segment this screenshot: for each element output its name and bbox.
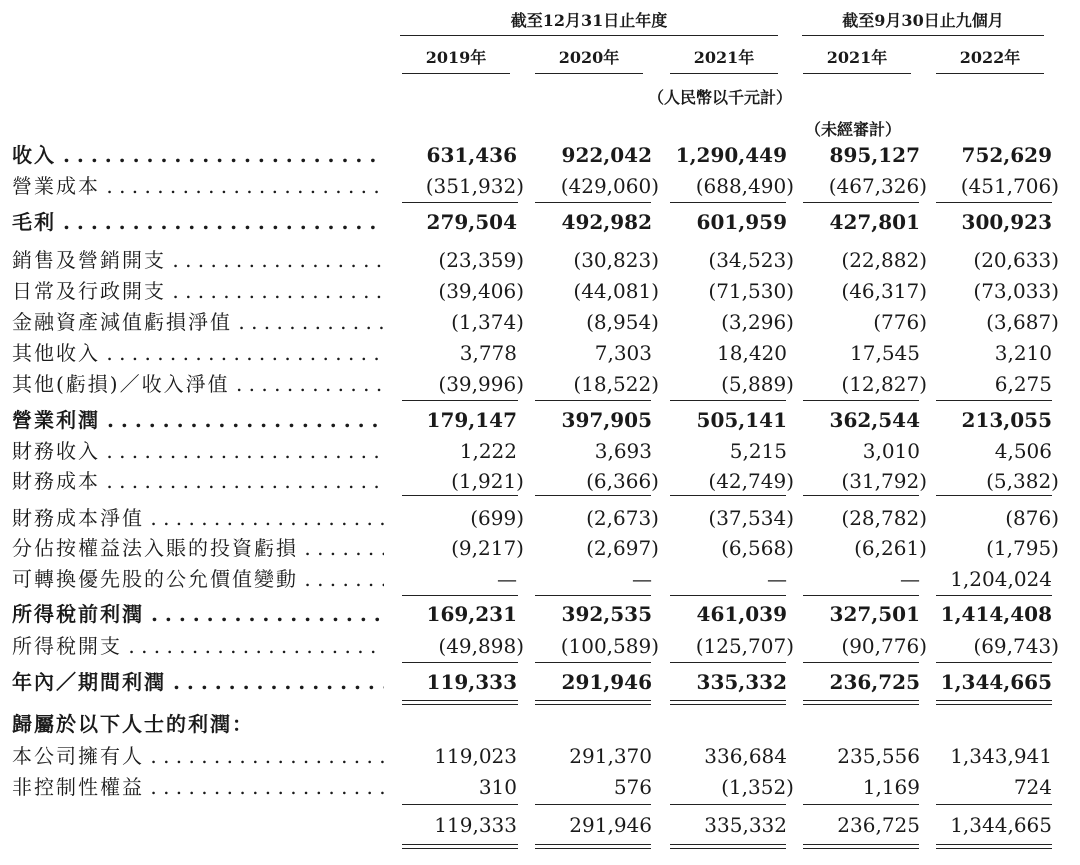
row-value: (34,523) <box>708 248 794 272</box>
row-value: 235,556 <box>837 744 920 768</box>
table-row <box>0 276 1080 306</box>
row-value: — <box>767 567 787 591</box>
total-rule <box>670 704 786 705</box>
row-value: (3,687) <box>986 310 1059 334</box>
row-value: (23,359) <box>438 248 524 272</box>
total-rule <box>936 844 1052 845</box>
total-rule <box>535 662 651 663</box>
row-value: 310 <box>478 775 517 799</box>
row-value: (1,374) <box>451 310 524 334</box>
total-rule <box>670 848 786 849</box>
row-value: (2,697) <box>586 536 659 560</box>
total-rule <box>670 400 786 401</box>
row-value: (69,743) <box>973 634 1059 658</box>
row-value: 1,344,665 <box>950 813 1052 837</box>
row-label: 日常及行政開支 . . . <box>12 276 384 306</box>
row-value: 335,332 <box>704 813 787 837</box>
row-value: 922,042 <box>561 143 652 167</box>
total-rule <box>402 844 518 845</box>
row-value: (2,673) <box>586 506 659 530</box>
row-label: 非控制性權益 . . . <box>12 772 384 802</box>
total-rule <box>803 400 919 401</box>
total-rule <box>535 804 651 805</box>
row-value: (5,889) <box>721 372 794 396</box>
row-label: 營業成本 . . . <box>12 171 384 201</box>
row-value: (6,568) <box>721 536 794 560</box>
row-value: 631,436 <box>426 143 517 167</box>
row-value: (49,898) <box>438 634 524 658</box>
row-value: — <box>497 567 517 591</box>
table-row <box>0 533 1080 563</box>
row-value: (90,776) <box>841 634 927 658</box>
total-rule <box>936 495 1052 496</box>
row-value: 6,275 <box>994 372 1052 396</box>
total-rule <box>670 495 786 496</box>
table-row <box>0 741 1080 771</box>
total-rule <box>670 662 786 663</box>
row-value: (467,326) <box>828 174 927 198</box>
row-value: 18,420 <box>717 341 787 365</box>
total-rule <box>936 804 1052 805</box>
total-rule <box>402 662 518 663</box>
row-label: 財務成本 . . . <box>12 466 384 496</box>
total-rule <box>670 804 786 805</box>
row-value: (429,060) <box>560 174 659 198</box>
row-value: 119,333 <box>426 670 517 694</box>
row-value: 752,629 <box>961 143 1052 167</box>
row-value: 291,946 <box>569 813 652 837</box>
row-value: (5,382) <box>986 469 1059 493</box>
total-rule <box>402 704 518 705</box>
row-value: 179,147 <box>426 408 517 432</box>
row-value: (42,749) <box>708 469 794 493</box>
total-rule <box>670 595 786 596</box>
total-rule <box>670 844 786 845</box>
row-value: (30,823) <box>573 248 659 272</box>
row-value: (100,589) <box>560 634 659 658</box>
column-header-2022-nine-months: 2022年 <box>959 48 1021 67</box>
table-row <box>0 772 1080 802</box>
row-label: 營業利潤 . . . <box>12 405 384 435</box>
row-label: 財務收入 . . . <box>12 436 384 466</box>
group-heading-rule <box>400 35 778 36</box>
unaudited-note: （未經審計） <box>804 120 901 139</box>
row-label: 毛利 . . . <box>12 207 384 237</box>
row-value: (451,706) <box>960 174 1059 198</box>
row-label: 可轉換優先股的公允價值變動 . . . <box>12 564 384 594</box>
row-value: (6,366) <box>586 469 659 493</box>
row-value: (12,827) <box>841 372 927 396</box>
total-rule <box>402 400 518 401</box>
group-heading-nine-months: 截至9月30日止九個月 <box>842 11 1004 30</box>
row-value: 291,946 <box>561 670 652 694</box>
row-label: 其他(虧損)／收入淨值 . . . <box>12 369 384 399</box>
table-row <box>0 207 1080 237</box>
row-value: 3,693 <box>594 439 652 463</box>
row-value: 279,504 <box>426 210 517 234</box>
row-label: 財務成本淨值 . . . <box>12 503 384 533</box>
row-label: 本公司擁有人 . . . <box>12 741 384 771</box>
group-heading-rule <box>802 35 1044 36</box>
row-value: (351,932) <box>425 174 524 198</box>
row-value: 17,545 <box>850 341 920 365</box>
column-header-rule <box>803 73 911 74</box>
column-header-2021-nine-months: 2021年 <box>826 48 888 67</box>
row-value: 335,332 <box>696 670 787 694</box>
row-value: 336,684 <box>704 744 787 768</box>
table-row <box>0 503 1080 533</box>
row-label: 銷售及營銷開支 . . . <box>12 245 384 275</box>
total-rule <box>535 400 651 401</box>
total-rule <box>803 704 919 705</box>
currency-unit-note: （人民幣以千元計） <box>647 88 792 107</box>
row-value: (20,633) <box>973 248 1059 272</box>
total-rule <box>402 595 518 596</box>
row-value: (73,033) <box>973 279 1059 303</box>
table-row <box>0 810 1080 840</box>
row-value: 5,215 <box>729 439 787 463</box>
row-value: 4,506 <box>994 439 1052 463</box>
row-value: — <box>632 567 652 591</box>
row-value: 505,141 <box>696 408 787 432</box>
row-value: 397,905 <box>561 408 652 432</box>
row-value: (22,882) <box>841 248 927 272</box>
table-row <box>0 171 1080 201</box>
row-value: 1,169 <box>862 775 920 799</box>
row-value: 3,210 <box>994 341 1052 365</box>
column-header-rule <box>936 73 1044 74</box>
total-rule <box>936 202 1052 203</box>
row-label: 金融資產減值虧損淨值 . . . <box>12 307 384 337</box>
row-value: 169,231 <box>426 602 517 626</box>
column-header-2019: 2019年 <box>425 48 487 67</box>
row-label: 收入 . . . <box>12 140 384 170</box>
total-rule <box>936 595 1052 596</box>
row-value: (876) <box>1005 506 1059 530</box>
total-rule <box>803 844 919 845</box>
row-value: (39,996) <box>438 372 524 396</box>
total-rule <box>535 495 651 496</box>
total-rule <box>936 704 1052 705</box>
total-rule <box>803 202 919 203</box>
row-value: 362,544 <box>829 408 920 432</box>
total-rule <box>535 595 651 596</box>
row-value: 427,801 <box>829 210 920 234</box>
row-value: (44,081) <box>573 279 659 303</box>
row-value: (125,707) <box>695 634 794 658</box>
row-value: (1,921) <box>451 469 524 493</box>
row-value: — <box>900 567 920 591</box>
total-rule <box>535 844 651 845</box>
row-value: 1,222 <box>459 439 517 463</box>
table-row <box>0 436 1080 466</box>
column-header-2021: 2021年 <box>693 48 755 67</box>
row-value: (28,782) <box>841 506 927 530</box>
total-rule <box>670 700 786 701</box>
row-value: 1,204,024 <box>950 567 1052 591</box>
row-value: 236,725 <box>829 670 920 694</box>
table-row <box>0 466 1080 496</box>
total-rule <box>936 662 1052 663</box>
total-rule <box>535 848 651 849</box>
row-value: (699) <box>470 506 524 530</box>
total-rule <box>402 700 518 701</box>
table-row <box>0 564 1080 594</box>
row-value: (1,795) <box>986 536 1059 560</box>
group-heading-years: 截至12月31日止年度 <box>510 11 668 30</box>
row-value: 291,370 <box>569 744 652 768</box>
row-value: 1,414,408 <box>940 602 1052 626</box>
row-value: (8,954) <box>586 310 659 334</box>
row-value: 1,290,449 <box>675 143 787 167</box>
row-label: 分佔按權益法入賬的投資虧損 . . . <box>12 533 384 563</box>
row-label: 歸屬於以下人士的利潤： <box>12 712 254 736</box>
row-value: (31,792) <box>841 469 927 493</box>
table-row <box>0 140 1080 170</box>
row-value: 3,010 <box>862 439 920 463</box>
row-value: 492,982 <box>561 210 652 234</box>
row-label: 其他收入 . . . <box>12 338 384 368</box>
row-value: 1,343,941 <box>950 744 1052 768</box>
row-value: 7,303 <box>594 341 652 365</box>
table-row <box>0 307 1080 337</box>
table-row <box>0 338 1080 368</box>
table-row <box>0 709 1080 739</box>
row-value: (9,217) <box>451 536 524 560</box>
total-rule <box>535 202 651 203</box>
row-label: 所得稅開支 . . . <box>12 631 384 661</box>
row-value: (6,261) <box>854 536 927 560</box>
row-value: (46,317) <box>841 279 927 303</box>
total-rule <box>803 495 919 496</box>
total-rule <box>402 495 518 496</box>
table-row <box>0 599 1080 629</box>
column-header-rule <box>402 73 510 74</box>
total-rule <box>936 848 1052 849</box>
column-header-2020: 2020年 <box>558 48 620 67</box>
row-value: 895,127 <box>829 143 920 167</box>
table-row <box>0 667 1080 697</box>
total-rule <box>402 848 518 849</box>
row-value: 724 <box>1013 775 1052 799</box>
row-value: 327,501 <box>829 602 920 626</box>
total-rule <box>402 804 518 805</box>
row-value: 601,959 <box>696 210 787 234</box>
row-value: (776) <box>873 310 927 334</box>
table-row <box>0 245 1080 275</box>
row-value: 236,725 <box>837 813 920 837</box>
row-value: 300,923 <box>961 210 1052 234</box>
row-value: (37,534) <box>708 506 794 530</box>
total-rule <box>670 202 786 203</box>
row-value: (688,490) <box>695 174 794 198</box>
row-value: 1,344,665 <box>940 670 1052 694</box>
total-rule <box>402 202 518 203</box>
total-rule <box>936 400 1052 401</box>
table-row <box>0 369 1080 399</box>
total-rule <box>535 704 651 705</box>
column-header-rule <box>670 73 778 74</box>
total-rule <box>535 700 651 701</box>
row-value: 3,778 <box>459 341 517 365</box>
table-row <box>0 631 1080 661</box>
total-rule <box>803 662 919 663</box>
row-value: 119,333 <box>434 813 517 837</box>
table-row <box>0 405 1080 435</box>
row-label: 年內／期間利潤 . . . <box>12 667 384 697</box>
total-rule <box>803 804 919 805</box>
total-rule <box>803 700 919 701</box>
row-value: (39,406) <box>438 279 524 303</box>
row-label: 所得稅前利潤 . . . <box>12 599 384 629</box>
total-rule <box>803 848 919 849</box>
row-value: (18,522) <box>573 372 659 396</box>
row-value: 392,535 <box>561 602 652 626</box>
row-value: 213,055 <box>961 408 1052 432</box>
row-value: (71,530) <box>708 279 794 303</box>
total-rule <box>803 595 919 596</box>
row-value: 461,039 <box>696 602 787 626</box>
row-value: 119,023 <box>434 744 517 768</box>
column-header-rule <box>535 73 643 74</box>
row-value: 576 <box>613 775 652 799</box>
total-rule <box>936 700 1052 701</box>
row-value: (1,352) <box>721 775 794 799</box>
row-value: (3,296) <box>721 310 794 334</box>
